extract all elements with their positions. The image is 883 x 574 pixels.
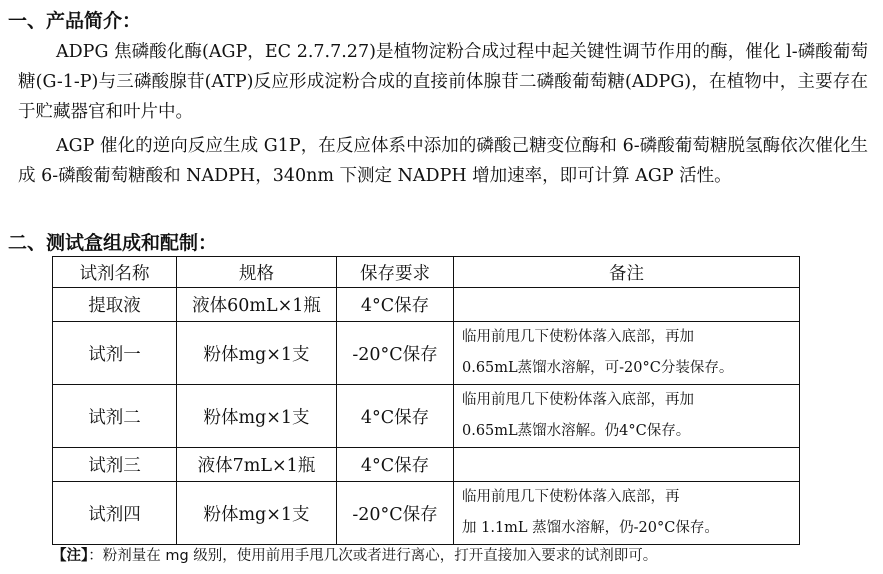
cell-reagent-name: 试剂一 (53, 322, 177, 385)
footer-note (52, 544, 657, 565)
cell-spec: 粉体mg×1支 (177, 322, 337, 385)
note-line-1: 临用前甩几下使粉体落入底部，再 (462, 489, 680, 505)
table-header-row (53, 257, 800, 288)
header-spec: 规格 (177, 257, 337, 288)
cell-spec: 液体60mL×1瓶 (177, 288, 337, 322)
cell-note (454, 288, 800, 322)
cell-note (454, 322, 800, 385)
cell-storage: 4°C保存 (337, 385, 454, 448)
cell-storage: -20°C保存 (337, 482, 454, 545)
table-row (53, 288, 800, 322)
table-row (53, 322, 800, 385)
header-storage: 保存要求 (337, 257, 454, 288)
note-line-2: 0.65mL蒸馏水溶解。仍4°C保存。 (462, 423, 691, 439)
table-row (53, 482, 800, 545)
intro-paragraph-2: AGP 催化的逆向反应生成 G1P，在反应体系中添加的磷酸己糖变位酶和 6-磷酸葡萄糖脱氢酶依次催化生成 6-磷酸葡萄糖酸和 NADPH，340nm 下测定 NADPH 增加速率，即可计算 AGP 活性。 (18, 136, 868, 186)
section-heading-kit: 二、测试盒组成和配制： (8, 232, 218, 254)
cell-note (454, 448, 800, 482)
cell-storage: 4°C保存 (337, 288, 454, 322)
cell-spec: 液体7mL×1瓶 (177, 448, 337, 482)
note-line-2: 0.65mL蒸馏水溶解，可-20°C分装保存。 (462, 360, 734, 376)
table-row (53, 448, 800, 482)
footer-note-label: 【注】 (52, 548, 89, 564)
cell-note (454, 482, 800, 545)
section-heading-intro: 一、产品简介： (8, 10, 142, 32)
table-row (53, 385, 800, 448)
header-notes: 备注 (454, 257, 800, 288)
cell-storage: 4°C保存 (337, 448, 454, 482)
cell-spec: 粉体mg×1支 (177, 482, 337, 545)
header-reagent-name: 试剂名称 (53, 257, 177, 288)
cell-reagent-name: 试剂四 (53, 482, 177, 545)
footer-note-text: ：粉剂量在 mg 级别，使用前用手甩几次或者进行离心，打开直接加入要求的试剂即可。 (88, 548, 658, 564)
intro-paragraph-1: ADPG 焦磷酸化酶(AGP，EC 2.7.7.27)是植物淀粉合成过程中起关键性调节作用的酶，催化 l-磷酸葡萄糖(G-1-P)与三磷酸腺苷(ATP)反应形成淀粉合成的直接前体腺苷二磷酸葡萄糖(ADPG)，在植物中，主要存在于贮藏器官和叶片中。 (18, 42, 868, 122)
note-line-1: 临用前甩几下使粉体落入底部，再加 (462, 329, 694, 345)
cell-spec: 粉体mg×1支 (177, 385, 337, 448)
cell-reagent-name: 试剂二 (53, 385, 177, 448)
reagent-table (52, 256, 800, 545)
note-line-2: 加 1.1mL 蒸馏水溶解，仍-20°C保存。 (462, 520, 719, 536)
cell-note (454, 385, 800, 448)
cell-reagent-name: 提取液 (53, 288, 177, 322)
cell-storage: -20°C保存 (337, 322, 454, 385)
cell-reagent-name: 试剂三 (53, 448, 177, 482)
note-line-1: 临用前甩几下使粉体落入底部，再加 (462, 392, 694, 408)
